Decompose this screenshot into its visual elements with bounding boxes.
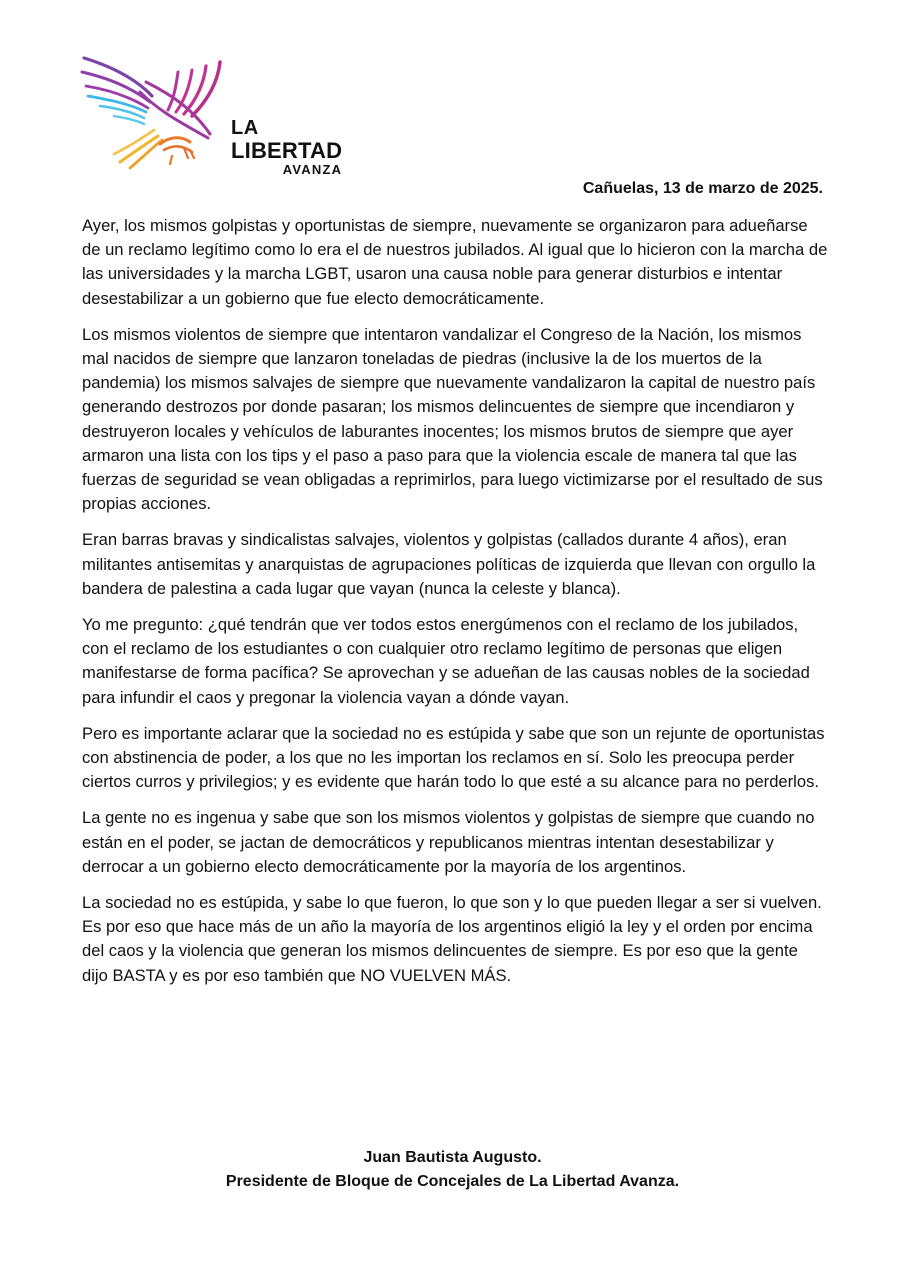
party-logo [80,52,380,182]
logo-line-avanza: AVANZA [282,162,343,177]
logo-line-la: LA [231,117,259,139]
paragraph: Yo me pregunto: ¿qué tendrán que ver todos estos energúmenos con el reclamo de los jubilados, con el reclamo de los estudiantes o con cualquier otro reclamo legítimo de personas que eligen manifestarse de forma pacífica? Se aprovechan y se adueñan de las causas nobles de la sociedad para infundir el caos y pregonar la violencia vayan a dónde vayan. [82,615,810,707]
signature-title: Presidente de Bloque de Concejales de La Libertad Avanza. [225,1173,680,1190]
logo-line-libertad: LIBERTAD [231,138,343,163]
paragraph: Eran barras bravas y sindicalistas salvajes, violentos y golpistas (callados durante 4 años), eran militantes antisemitas y anarquistas de agrupaciones políticas de izquierda que llevan con orgullo la bandera de palestina a cada lugar que vayan (nunca la celeste y blanca). [82,530,816,598]
eagle-icon [80,52,230,182]
paragraph: La sociedad no es estúpida, y sabe lo que fueron, lo que son y lo que pueden llegar a ser si vuelven. Es por eso que hace más de un año la mayoría de los argentinos eligió la ley y el orden por encima del caos y la violencia que generan los mismos delincuentes de siempre. Es por eso que la gente dijo BASTA y es por eso también que NO VUELVEN MÁS. [82,893,822,985]
signature-block [0,1146,905,1194]
paragraph: La gente no es ingenua y sabe que son los mismos violentos y golpistas de siempre que cuando no están en el poder, se jactan de democráticos y republicanos mientras intentan desestabilizar y derrocar a un gobierno electo democráticamente por la mayoría de los argentinos. [82,808,815,876]
paragraph: Pero es importante aclarar que la sociedad no es estúpida y sabe que son un rejunte de oportunistas con abstinencia de poder, a los que no les importan los reclamos en sí. Solo les preocupa perder ciertos curros y privilegios; y es evidente que harán todo lo que esté a su alcance para no perderlos. [82,723,825,792]
document-body [82,214,828,1000]
paragraph: Los mismos violentos de siempre que intentaron vandalizar el Congreso de la Nación, los mismos mal nacidos de siempre que lanzaron toneladas de piedras (inclusive la de los muertos de la pandemia) los mismos salvajes de siempre que nuevamente vandalizaron la capital de nuestro país generando destrozos por donde pasaran; los mismos delincuentes de siempre que incendiaron y destruyeron locales y vehículos de laburantes inocentes; los mismos brutos de siempre que ayer armaron una lista con los tips y el paso a paso para que la violencia escale de manera tal que las fuerzas de seguridad se vean obligadas a reprimirlos, para luego victimizarse por el resultado de sus propias acciones. [82,324,823,514]
logo-wordmark [231,118,342,176]
paragraph: Ayer, los mismos golpistas y oportunistas de siempre, nuevamente se organizaron para adueñarse de un reclamo legítimo como lo era el de nuestros jubilados. Al igual que lo hicieron con la marcha de las universidades y la marcha LGBT, usaron una causa noble para generar disturbios e intentar desestabilizar a un gobierno que fue electo democráticamente. [82,216,828,308]
signature-name: Juan Bautista Augusto. [363,1149,542,1166]
document-date: Cañuelas, 13 de marzo de 2025. [582,180,823,197]
